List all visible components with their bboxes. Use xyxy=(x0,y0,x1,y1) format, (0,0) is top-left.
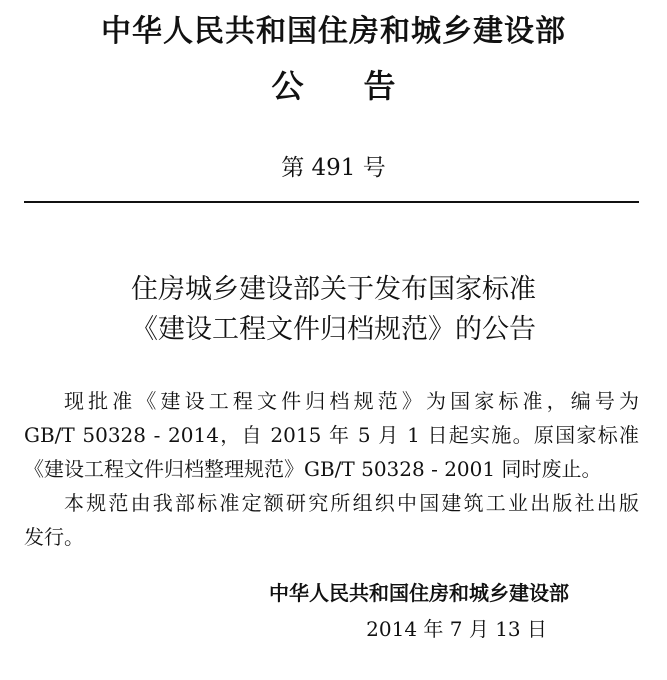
body-paragraph-1-cont xyxy=(24,418,639,486)
notice-title xyxy=(0,270,667,350)
notice-title-line-1: 住房城乡建设部关于发布国家标准 xyxy=(131,274,536,305)
notice-body xyxy=(24,384,639,554)
body-paragraph-1 xyxy=(24,384,639,418)
body-paragraph-1-line-2: GB/T 50328 - 2014，自 2015 年 5 月 1 日起实施。原国家标准 xyxy=(24,423,639,447)
document-type-heading: 公告 xyxy=(271,67,456,105)
signature-issuer: 中华人民共和国住房和城乡建设部 xyxy=(269,581,569,605)
header-divider xyxy=(24,201,639,203)
issuer-heading: 中华人民共和国住房和城乡建设部 xyxy=(101,14,566,49)
body-paragraph-2 xyxy=(24,486,639,520)
document-number: 第 491 号 xyxy=(281,155,386,181)
body-paragraph-1-line-1: 现批准《建设工程文件归档规范》为国家标准，编号为 xyxy=(64,389,639,413)
notice-title-line-2: 《建设工程文件归档规范》的公告 xyxy=(131,314,536,345)
body-paragraph-2-line-2: 发行。 xyxy=(24,525,84,549)
signature-date: 2014 年 7 月 13 日 xyxy=(366,617,547,641)
body-paragraph-2-cont xyxy=(24,520,639,554)
body-paragraph-1-line-3: 《建设工程文件归档整理规范》GB/T 50328 - 2001 同时废止。 xyxy=(24,457,602,481)
body-paragraph-2-line-1: 本规范由我部标准定额研究所组织中国建筑工业出版社出版 xyxy=(64,491,639,515)
